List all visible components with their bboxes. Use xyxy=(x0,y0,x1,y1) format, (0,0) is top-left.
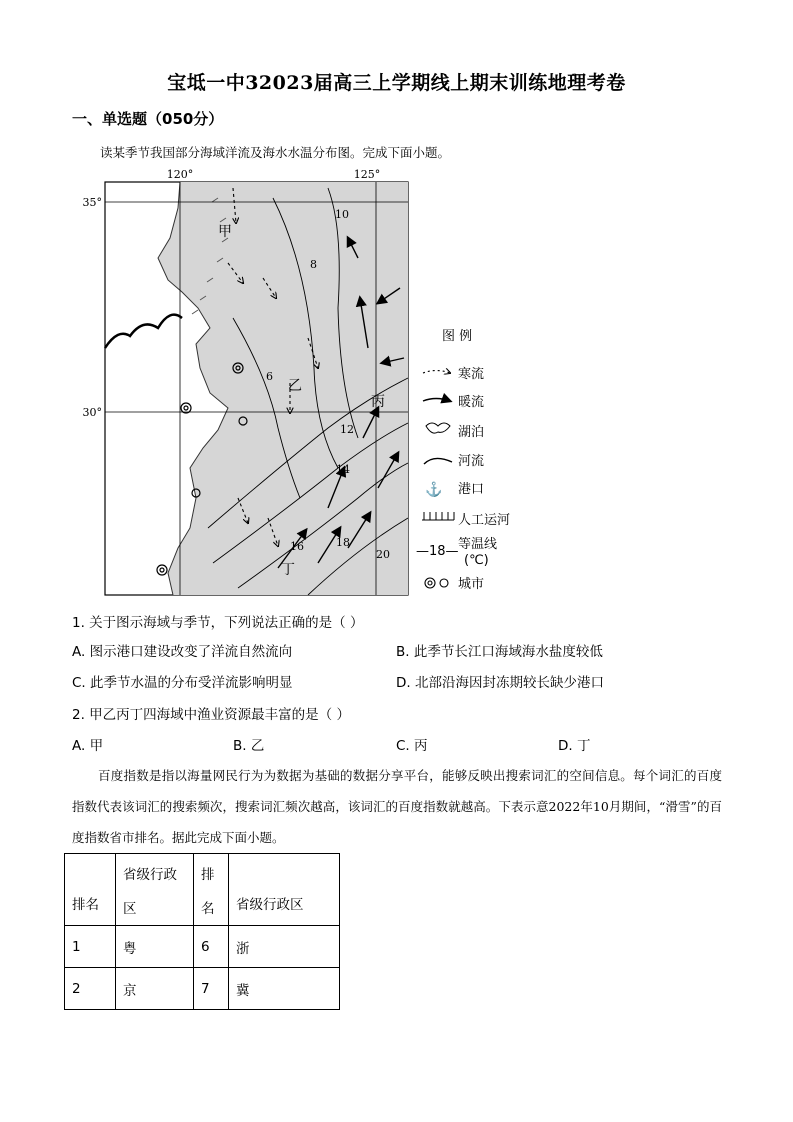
table-header-province-2: 省级行政区 xyxy=(229,854,340,926)
legend-canal: 人工运河 xyxy=(458,513,511,528)
question-intro: 读某季节我国部分海域洋流及海水水温分布图。完成下面小题。 xyxy=(100,145,451,160)
isotherm-label: 20 xyxy=(376,548,390,561)
lake-icon xyxy=(426,423,450,433)
ocean-current-map xyxy=(78,168,518,600)
table-header-rank-2: 排 名 xyxy=(194,854,229,926)
lon-label: 125° xyxy=(353,168,381,181)
q2-option-c[interactable]: C. 丙 xyxy=(396,738,428,754)
legend-river: 河流 xyxy=(458,454,485,469)
table-row: 1 粤 6 浙 xyxy=(65,926,340,968)
port-icon: ⚓ xyxy=(425,482,443,498)
lat-label: 35° xyxy=(82,196,102,209)
isotherm-label: 10 xyxy=(335,208,349,221)
isotherm-label: 14 xyxy=(336,463,350,476)
legend-city: 城市 xyxy=(458,577,485,592)
canal-icon xyxy=(422,512,454,520)
baidu-index-paragraph: 百度指数是指以海量网民行为为数据为基础的数据分享平台，能够反映出搜索词汇的空间信息。每个词汇的百度指数代表该词汇的搜索频次，搜索词汇频次越高，该词汇的百度指数就越高。下表示意2022年10月期间，“滑雪”的百度指数省市排名。据此完成下面小题。 xyxy=(72,768,722,845)
q2-option-d[interactable]: D. 丁 xyxy=(558,738,591,754)
river-icon xyxy=(424,458,452,464)
question-1-stem: 1. 关于图示海域与季节，下列说法正确的是（ ） xyxy=(72,615,364,631)
legend-isotherm: 等温线 xyxy=(458,537,498,552)
isotherm-label: 8 xyxy=(310,258,317,271)
q1-option-c[interactable]: C. 此季节水温的分布受洋流影响明显 xyxy=(72,675,293,691)
city-icon xyxy=(425,578,448,588)
region-label-bing: 丙 xyxy=(371,394,385,410)
isotherm-label: 6 xyxy=(266,370,273,383)
legend-port: 港口 xyxy=(458,482,485,497)
lat-label: 30° xyxy=(82,406,102,419)
legend-warm-current: 暖流 xyxy=(458,395,485,410)
q1-option-a[interactable]: A. 图示港口建设改变了洋流自然流向 xyxy=(72,644,293,660)
region-label-yi: 乙 xyxy=(288,378,302,394)
question-2-stem: 2. 甲乙丙丁四海域中渔业资源最丰富的是（ ） xyxy=(72,707,350,723)
page-title: 宝坻一中32023届高三上学期线上期末训练地理考卷 xyxy=(167,72,626,94)
lon-label: 120° xyxy=(166,168,194,181)
ranking-table xyxy=(64,853,340,1010)
region-label-jia: 甲 xyxy=(218,224,232,240)
table-header-rank: 排名 xyxy=(65,854,116,926)
q2-option-a[interactable]: A. 甲 xyxy=(72,738,104,754)
q1-option-d[interactable]: D. 北部沿海因封冻期较长缺少港口 xyxy=(396,675,604,691)
legend-title: 图 例 xyxy=(442,329,473,344)
legend-lake: 湖泊 xyxy=(458,425,485,440)
table-header-province: 省级行政 区 xyxy=(116,854,194,926)
isotherm-label: 12 xyxy=(340,423,354,436)
region-label-ding: 丁 xyxy=(281,562,295,578)
q2-option-b[interactable]: B. 乙 xyxy=(233,738,265,754)
q1-option-b[interactable]: B. 此季节长江口海域海水盐度较低 xyxy=(396,644,603,660)
table-row: 2 京 7 冀 xyxy=(65,968,340,1010)
isotherm-label: 18 xyxy=(336,536,350,549)
legend-isotherm-unit: (℃) xyxy=(464,553,489,568)
isotherm-label: 16 xyxy=(290,540,304,553)
section-heading: 一、单选题（050分） xyxy=(72,110,224,128)
legend-isotherm-sample: —18— xyxy=(416,544,459,559)
legend-cold-current: 寒流 xyxy=(458,367,485,382)
